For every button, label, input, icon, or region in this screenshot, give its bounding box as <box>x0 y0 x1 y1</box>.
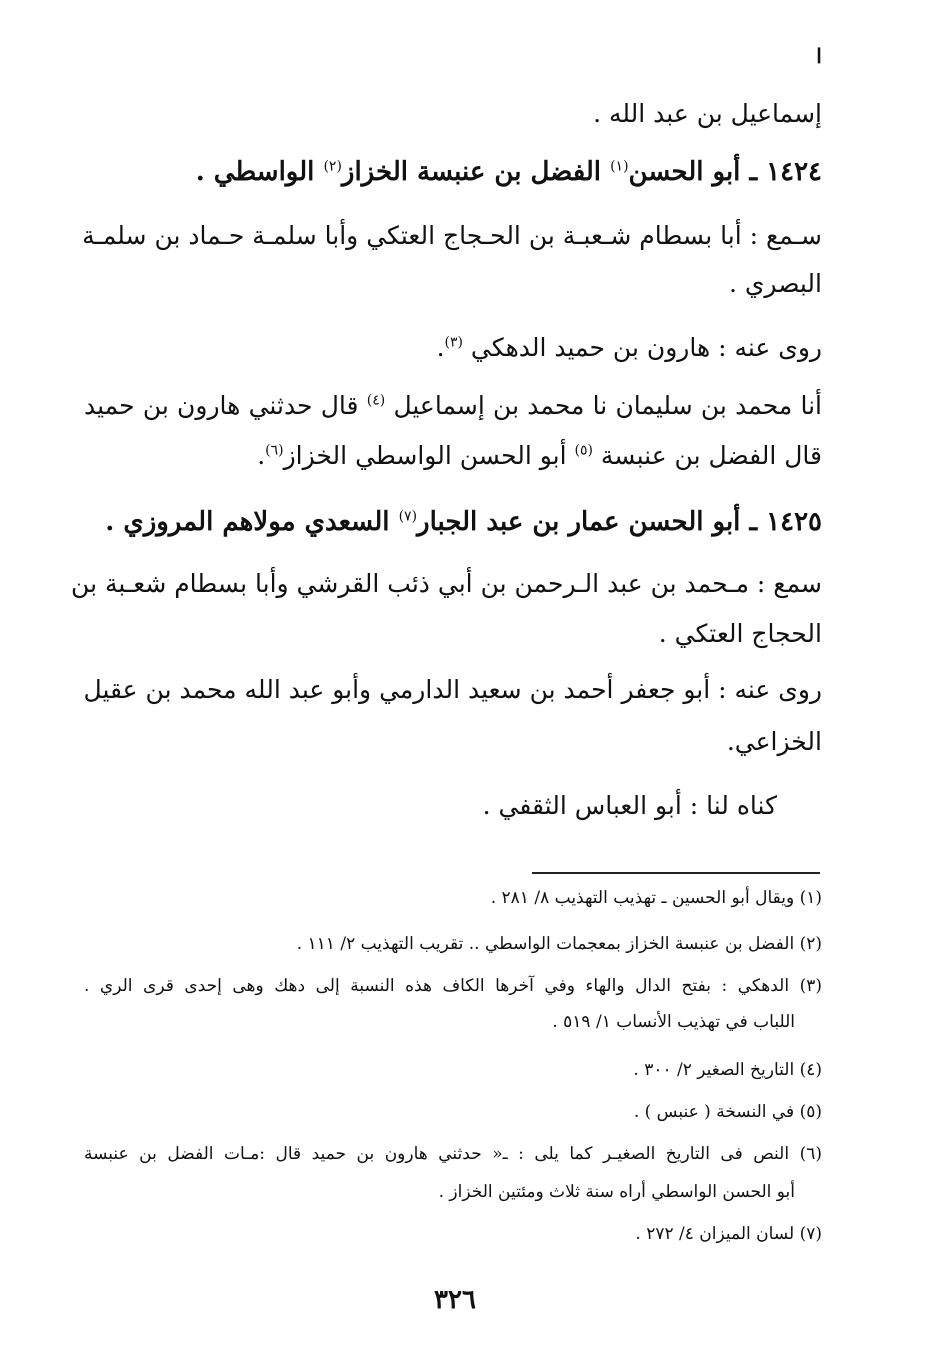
text-line-6: أنا محمد بن سليمان نا محمد بن إسماعيل $^{(٤)}$ قال حدثني هارون بن حميد <box>84 391 822 420</box>
text-line-7: قال الفضل بن عنبسة $^{(٥)}$ أبو الحسن الواسطي الخزاز$^{(٦)}$. <box>257 441 822 470</box>
footnote-ref-6[interactable]: (٦) <box>265 442 284 459</box>
footnote-6-continued: أبو الحسن الواسطي أراه سنة ثلاث ومئتين الخزاز . <box>438 1182 795 1202</box>
text-line-12: الخزاعي. <box>726 727 822 756</box>
footnote-2: (٢) الفضل بن عنبسة الخزاز بمعجمات الواسطي .. تقريب التهذيب ٢/ ١١١ . <box>296 934 822 954</box>
footnote-ref-4[interactable]: (٤) <box>366 392 386 409</box>
text-line-5: روى عنه : هارون بن حميد الدهكي $^{(٣)}$. <box>436 333 822 362</box>
text-line-10: الحجاج العتكي . <box>658 619 822 648</box>
corner-mark: ا <box>816 44 822 68</box>
text-line-1: إسماعيل بن عبد الله . <box>593 99 822 128</box>
footnote-6: (٦) النص فى التاريخ الصغيـر كما يلى : ـ« حدثني هارون بن حميد قال :مـات الفضل بن عنبسة <box>84 1144 822 1164</box>
footnote-divider <box>532 872 820 874</box>
footnote-1: (١) ويقال أبو الحسين ـ تهذيب التهذيب ٨/ ٢٨١ . <box>490 888 822 908</box>
footnote-5: (٥) في النسخة ( عنبس ) . <box>633 1102 822 1122</box>
footnote-ref-3[interactable]: (٣) <box>444 334 463 351</box>
text-line-4: البصري . <box>728 269 822 298</box>
footnote-ref-1[interactable]: (١) <box>610 158 629 175</box>
footnote-3-continued: اللباب في تهذيب الأنساب ١/ ٥١٩ . <box>552 1012 795 1032</box>
entry-heading-1425: ١٤٢٥ ـ أبو الحسن عمار بن عبد الجبار$^{(٧)}$ السعدي مولاهم المروزي . <box>105 507 822 537</box>
text-line-9: سمع : مـحمد بن عبد الـرحمن بن أبي ذئب القرشي وأبا بسطام شعـبة بن <box>71 569 822 598</box>
footnote-ref-5[interactable]: (٥) <box>574 442 593 459</box>
footnote-ref-7[interactable]: (٧) <box>398 508 418 525</box>
entry-heading-1424: ١٤٢٤ ـ أبو الحسن$^{(١)}$ الفضل بن عنبسة الخزاز$^{(٢)}$ الواسطي . <box>195 157 822 187</box>
footnote-4: (٤) التاريخ الصغير ٢/ ٣٠٠ . <box>633 1060 822 1080</box>
footnote-ref-2[interactable]: (٢) <box>323 158 342 175</box>
footnote-7: (٧) لسان الميزان ٤/ ٢٧٢ . <box>635 1224 822 1244</box>
page-number: ٣٢٦ <box>434 1285 476 1315</box>
text-line-13: كناه لنا : أبو العباس الثقفي . <box>482 791 777 820</box>
text-line-3: سـمع : أبا بسطام شـعبـة بن الحـجاج العتكي وأبا سلمـة حـماد بن سلمـة <box>82 221 822 250</box>
footnote-3: (٣) الدهكي : بفتح الدال والهاء وفي آخرها الكاف هذه النسبة إلى دهك وهى إحدى قرى الري . <box>84 976 822 996</box>
text-line-11: روى عنه : أبو جعفر أحمد بن سعيد الدارمي وأبو عبد الله محمد بن عقيل <box>83 675 822 704</box>
